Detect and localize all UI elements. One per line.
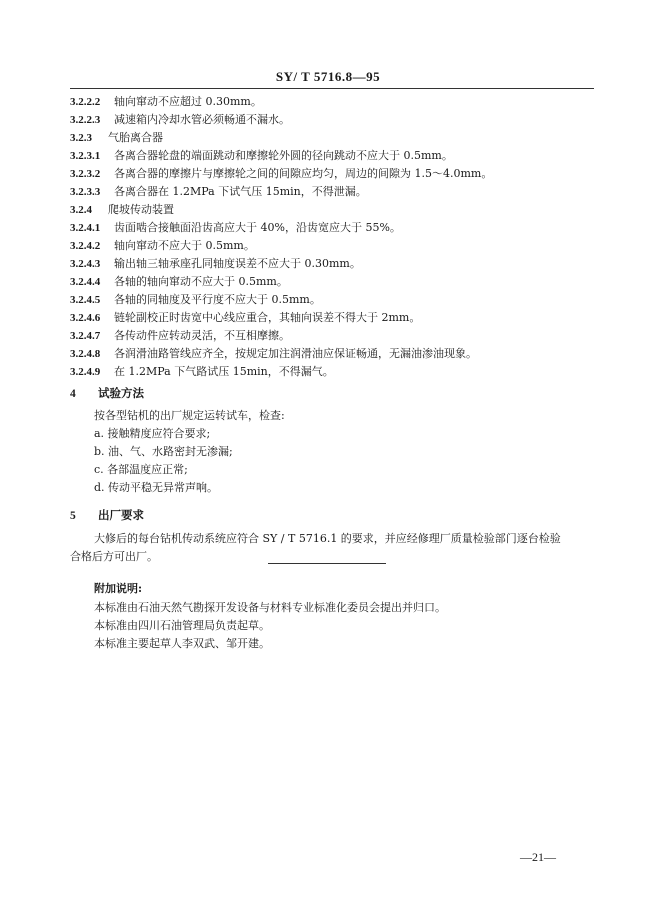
clause-text: 各润滑油路管线应齐全，按规定加注润滑油应保证畅通，无漏油渗油现象。 (114, 347, 477, 360)
clause-number: 3.2.3.2 (70, 168, 101, 180)
clause-row (70, 255, 361, 273)
clause-row (70, 273, 288, 291)
clause-number: 3.2.4.2 (70, 240, 101, 252)
clause-text: 输出轴三轴承座孔同轴度误差不应大于 0.30mm。 (114, 257, 361, 270)
notes-line: 本标准主要起草人李双武、邹开建。 (94, 637, 270, 650)
check-item: b. 油、气、水路密封无渗漏; (94, 445, 233, 458)
clause-row (70, 165, 492, 183)
check-item: a. 接触精度应符合要求; (94, 427, 211, 440)
clause-row (70, 363, 334, 381)
end-rule (268, 563, 386, 564)
clause-number: 3.2.3.1 (70, 150, 101, 162)
clause-number: 3.2.4.7 (70, 330, 101, 342)
clause-number: 3.2.4.9 (70, 366, 101, 378)
clause-row (70, 93, 262, 111)
section-heading (70, 385, 144, 401)
clause-text: 气胎离合器 (108, 131, 163, 144)
clause-text: 减速箱内冷却水管必须畅通不漏水。 (114, 113, 290, 126)
section-title: 出厂要求 (98, 508, 144, 522)
clause-row (70, 237, 255, 255)
clause-row (70, 219, 401, 237)
subsection-heading (70, 201, 174, 219)
clause-text: 齿面啮合接触面沿齿高应大于 40%，沿齿宽应大于 55%。 (114, 221, 401, 234)
header-rule (70, 88, 594, 89)
notes-line: 本标准由四川石油管理局负责起草。 (94, 619, 270, 632)
clause-row (70, 147, 453, 165)
clause-text: 各离合器轮盘的端面跳动和摩擦轮外圆的径向跳动不应大于 0.5mm。 (114, 149, 453, 162)
notes-line: 本标准由石油天然气勘探开发设备与材料专业标准化委员会提出并归口。 (94, 601, 446, 614)
section-number: 4 (70, 388, 76, 400)
clause-row (70, 309, 420, 327)
clause-text: 各离合器的摩擦片与摩擦轮之间的间隙应均匀，周边的间隙为 1.5～4.0mm。 (114, 167, 493, 180)
clause-number: 3.2.3.3 (70, 186, 101, 198)
clause-row (70, 291, 321, 309)
check-item: c. 各部温度应正常; (94, 463, 188, 476)
subsection-heading (70, 129, 163, 147)
clause-number: 3.2.4.8 (70, 348, 101, 360)
clause-row (70, 111, 290, 129)
clause-number: 3.2.4.5 (70, 294, 101, 306)
section-number: 5 (70, 510, 76, 522)
test-intro: 按各型钻机的出厂规定运转试车，检查: (94, 409, 285, 422)
clause-number: 3.2.2.3 (70, 114, 101, 126)
clause-row (70, 327, 290, 345)
check-item: d. 传动平稳无异常声响。 (94, 481, 219, 494)
clause-text: 链轮副校正时齿宽中心线应重合，其轴向误差不得大于 2mm。 (114, 311, 421, 324)
clause-number: 3.2.4.4 (70, 276, 101, 288)
notes-title: 附加说明: (94, 582, 143, 595)
clause-row (70, 183, 367, 201)
clause-text: 各轴的轴向窜动不应大于 0.5mm。 (114, 275, 288, 288)
clause-text: 在 1.2MPa 下气路试压 15min，不得漏气。 (114, 365, 334, 378)
clause-text: 各离合器在 1.2MPa 下试气压 15min，不得泄漏。 (114, 185, 367, 198)
clause-text: 爬坡传动装置 (108, 203, 174, 216)
clause-number: 3.2.4.3 (70, 258, 101, 270)
clause-number: 3.2.4.1 (70, 222, 101, 234)
page-number: —21— (520, 850, 556, 864)
standard-header: SY/ T 5716.8—95 (275, 69, 381, 84)
section-title: 试验方法 (98, 386, 144, 400)
section-paragraph: 合格后方可出厂。 (70, 550, 158, 563)
clause-text: 轴向窜动不应超过 0.30mm。 (114, 95, 262, 108)
section-heading (70, 507, 144, 523)
clause-number: 3.2.2.2 (70, 96, 101, 108)
clause-row (70, 345, 477, 363)
clause-text: 轴向窜动不应大于 0.5mm。 (114, 239, 255, 252)
clause-text: 各传动件应转动灵活，不互相摩擦。 (114, 329, 290, 342)
clause-text: 各轴的同轴度及平行度不应大于 0.5mm。 (114, 293, 321, 306)
clause-number: 3.2.4 (70, 204, 92, 216)
clause-number: 3.2.3 (70, 132, 92, 144)
clause-number: 3.2.4.6 (70, 312, 101, 324)
section-paragraph: 大修后的每台钻机传动系统应符合 SY / T 5716.1 的要求，并应经修理厂质量检验部门逐台检验 (94, 532, 561, 545)
